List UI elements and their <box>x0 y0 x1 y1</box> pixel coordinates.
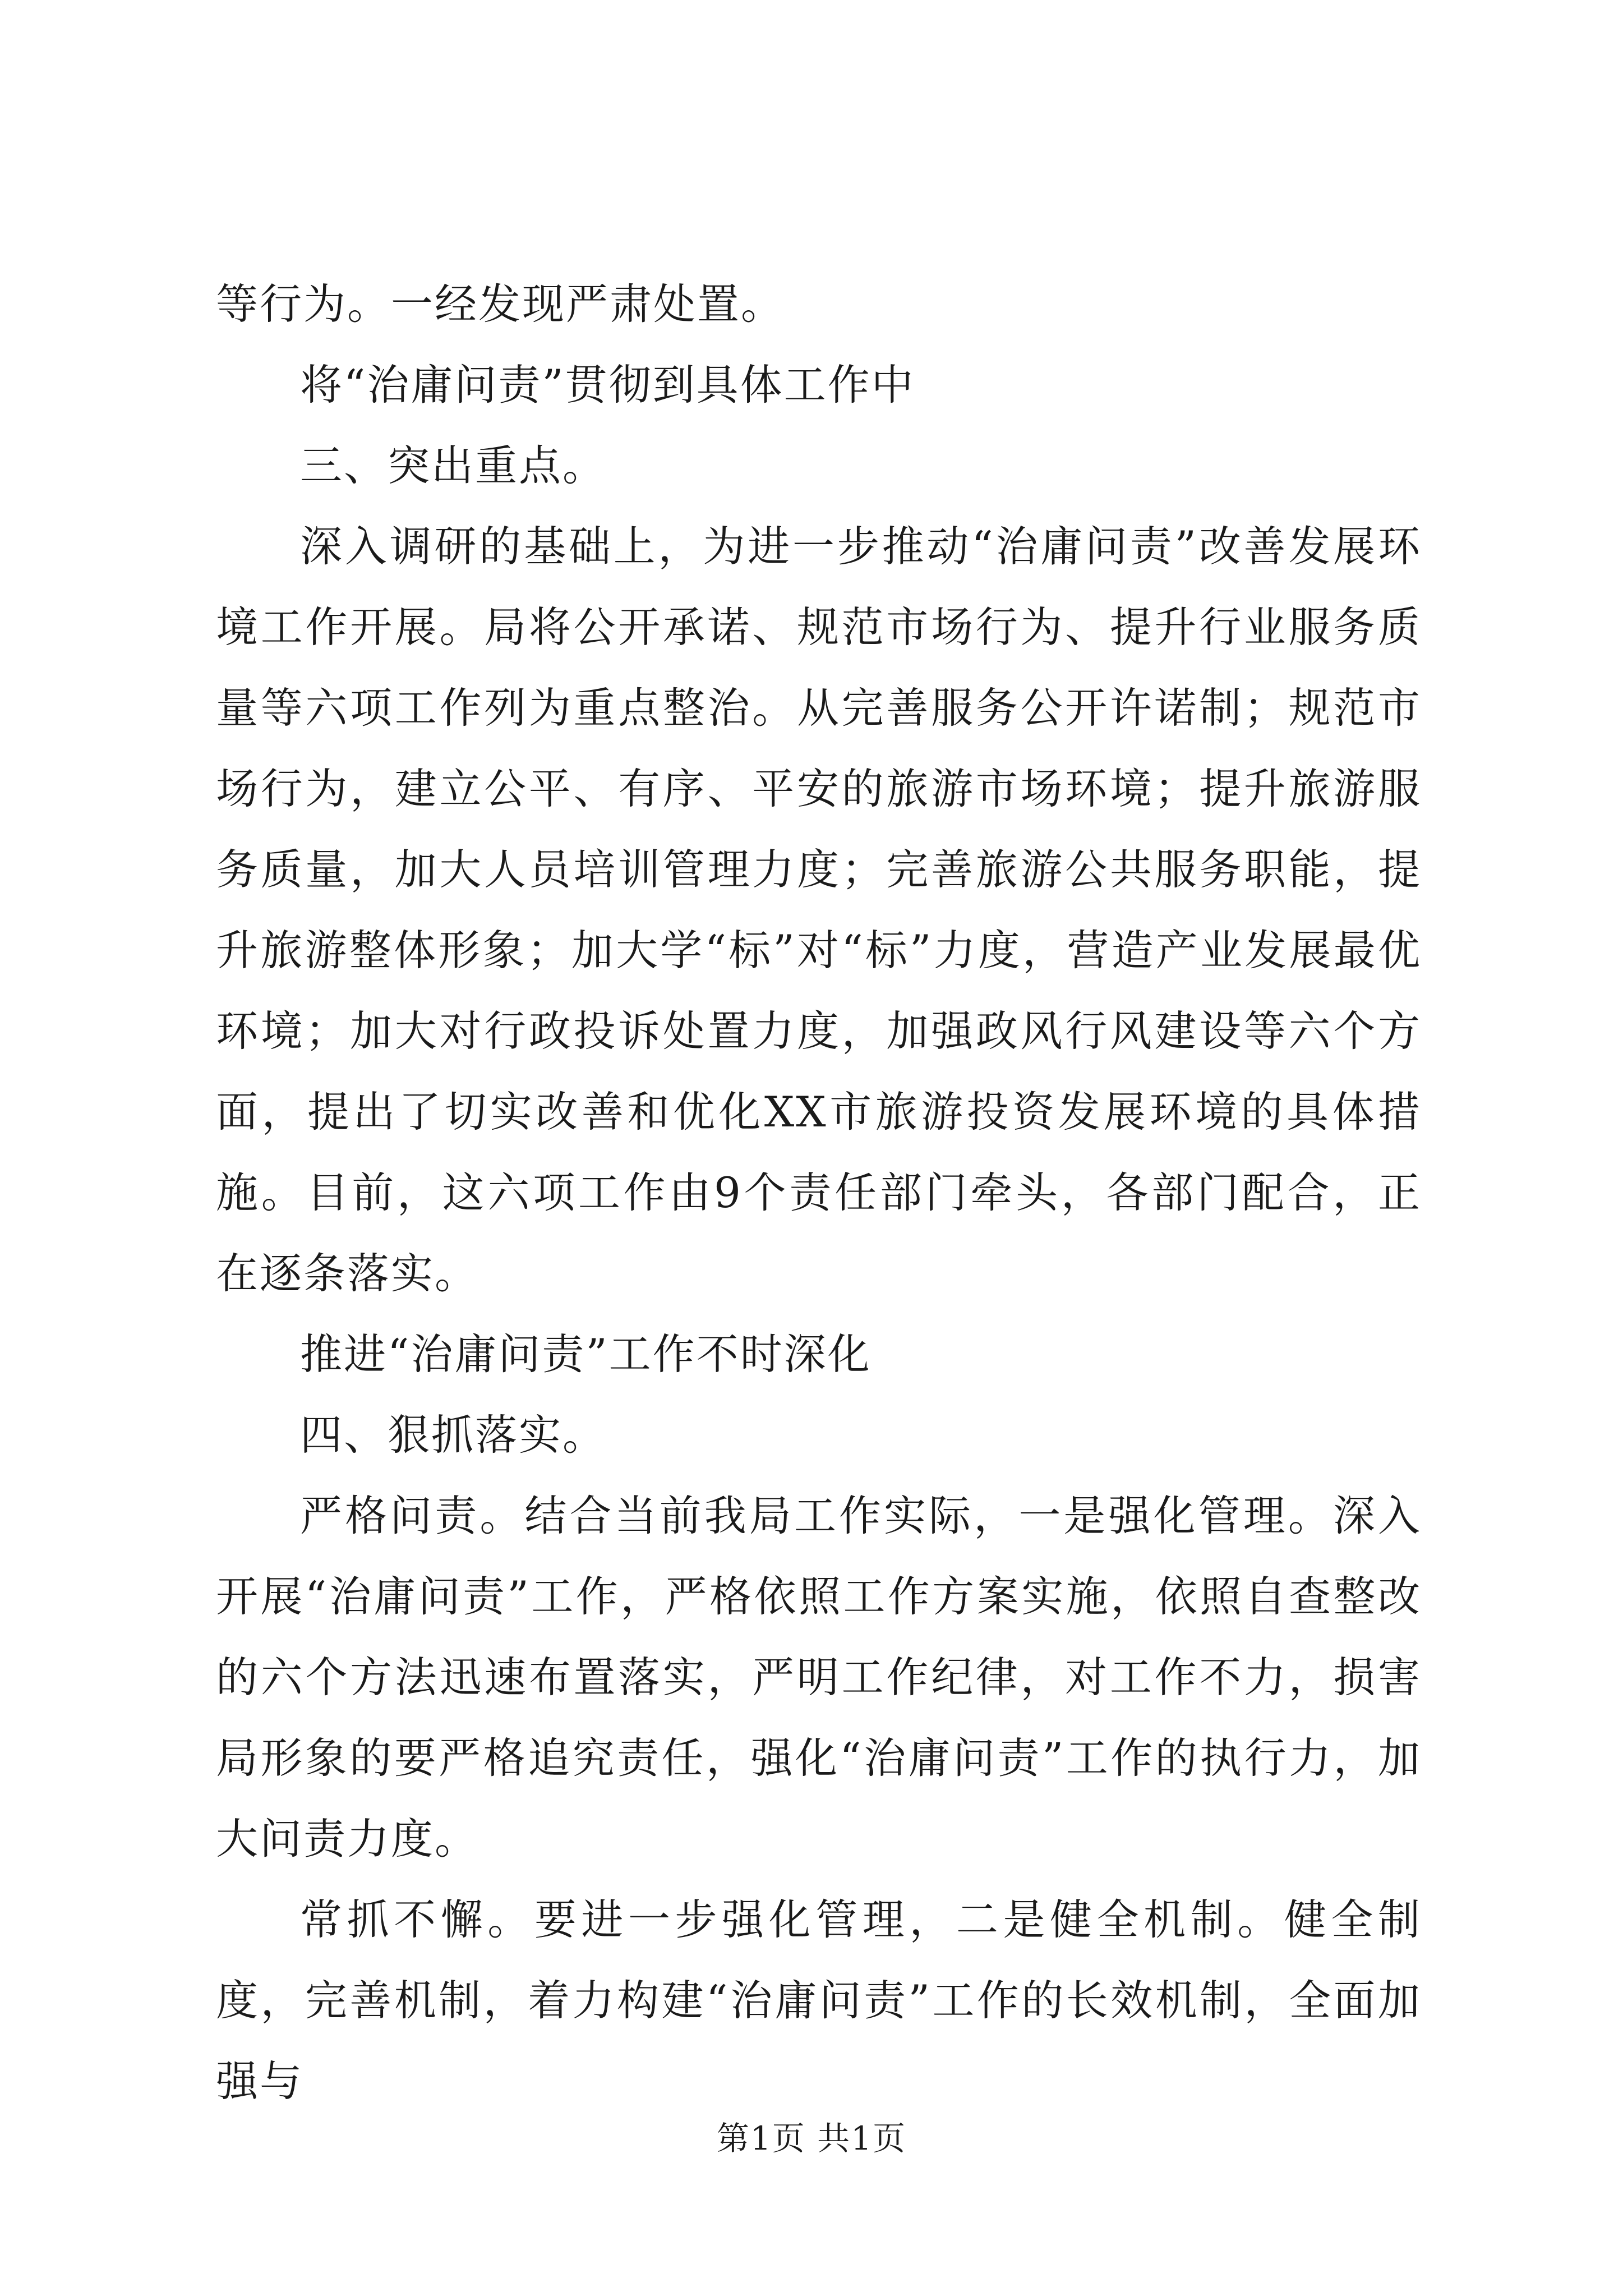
section-heading-4: 四、狠抓落实。 <box>300 1410 607 1460</box>
section-heading-3: 三、突出重点。 <box>300 441 607 490</box>
paragraph-persistent-effort: 常抓不懈。要进一步强化管理，二是健全机制。健全制度，完善机制，着力构建“治庸问责”工作的长效机制，全面加强与 <box>216 1895 1422 2106</box>
document-body <box>216 264 1422 2122</box>
paragraph-key-points: 深入调研的基础上，为进一步推动“治庸问责”改善发展环境工作开展。局将公开承诺、规范市场行为、提升行业服务质量等六项工作列为重点整治。从完善服务公开许诺制；规范市场行为，建立公平、有序、平安的旅游市场环境；提升旅游服务质量，加大人员培训管理力度；完善旅游公共服务职能，提升旅游整体形象；加大学“标”对“标”力度，营造产业发展最优环境；加大对行政投诉处置力度，加强政风行风建设等六个方面，提出了切实改善和优化XX市旅游投资发展环境的具体措施。目前，这六项工作由9个责任部门牵头，各部门配合，正在逐条落实。 <box>216 522 1422 1298</box>
heading-deepen-work: 推进“治庸问责”工作不时深化 <box>300 1329 872 1379</box>
paragraph-continuation: 等行为。一经发现严肃处置。 <box>216 279 785 329</box>
page-footer: 第1页 共1页 <box>716 2119 907 2157</box>
paragraph-strict-accountability: 严格问责。结合当前我局工作实际，一是强化管理。深入开展“治庸问责”工作，严格依照工作方案实施，依照自查整改的六个方法迅速布置落实，严明工作纪律，对工作不力，损害局形象的要严格追究责任，强化“治庸问责”工作的执行力，加大问责力度。 <box>216 1491 1422 1864</box>
heading-implement-accountability: 将“治庸问责”贯彻到具体工作中 <box>300 360 915 409</box>
